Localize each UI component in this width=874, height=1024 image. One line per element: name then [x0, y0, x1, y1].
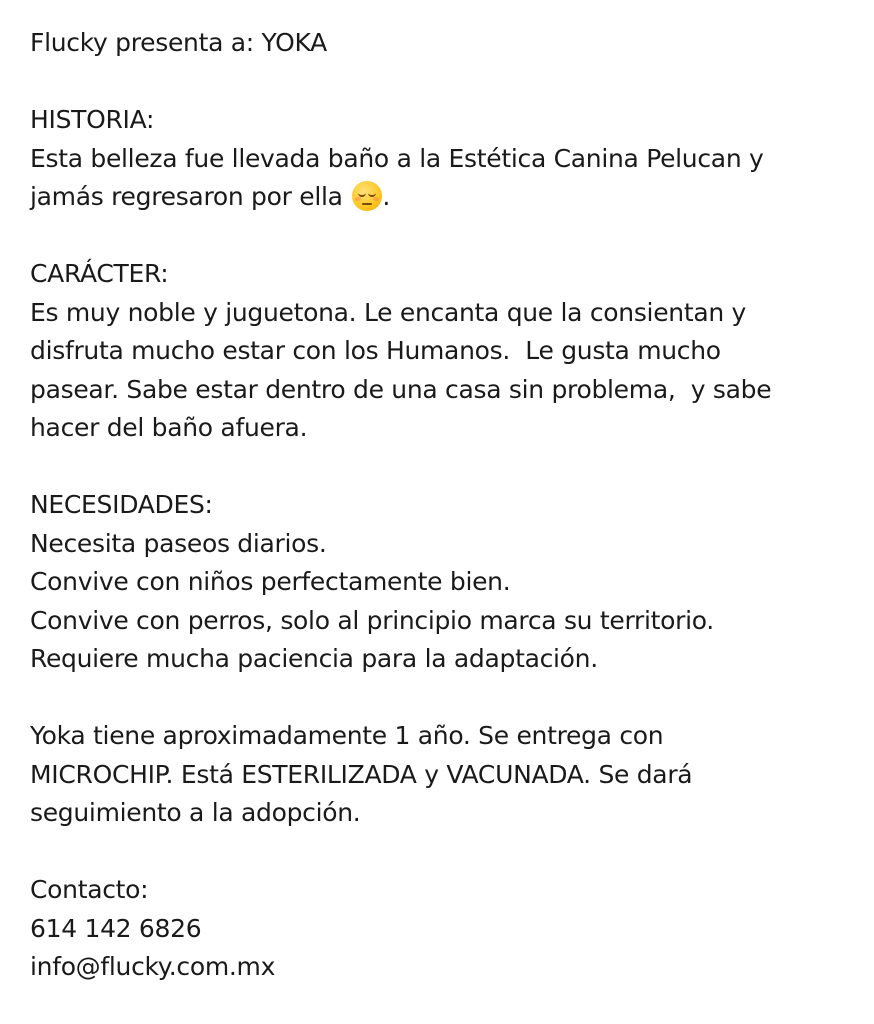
- historia-line-end: .: [382, 182, 390, 211]
- historia-line: [30, 178, 860, 217]
- historia-line: Esta belleza fue llevada baño a la Estética Canina Pelucan y: [30, 143, 764, 173]
- resumen-line: MICROCHIP. Está ESTERILIZADA y VACUNADA. Se dará: [30, 759, 693, 789]
- message-body: [30, 24, 860, 987]
- caracter-line: Es muy noble y juguetona. Le encanta que la consientan y: [30, 297, 747, 327]
- contact-phone[interactable]: 614 142 6826: [30, 913, 202, 943]
- spacer: [30, 63, 860, 102]
- contact-email[interactable]: info@flucky.com.mx: [30, 952, 276, 981]
- historia-line-text: jamás regresaron por ella: [30, 182, 343, 211]
- caracter-line: pasear. Sabe estar dentro de una casa sin problema, y sabe: [30, 374, 772, 404]
- spacer: [30, 448, 860, 487]
- spacer: [30, 679, 860, 718]
- message-title: Flucky presenta a: YOKA: [30, 28, 327, 57]
- spacer: [30, 217, 860, 256]
- resumen-line: Yoka tiene aproximadamente 1 año. Se entrega con: [30, 721, 664, 750]
- spacer: [30, 833, 860, 872]
- necesidades-line: Convive con niños perfectamente bien.: [30, 567, 511, 596]
- necesidades-line: Requiere mucha paciencia para la adaptación.: [30, 644, 598, 673]
- contacto-heading: Contacto:: [30, 875, 149, 904]
- resumen-line: seguimiento a la adopción.: [30, 798, 361, 827]
- caracter-line: hacer del baño afuera.: [30, 413, 308, 442]
- necesidades-line: Convive con perros, solo al principio marca su territorio.: [30, 605, 714, 635]
- caracter-heading: CARÁCTER:: [30, 259, 169, 288]
- caracter-line: disfruta mucho estar con los Humanos. Le gusta mucho: [30, 336, 721, 365]
- historia-heading: HISTORIA:: [30, 105, 155, 134]
- pensive-face-icon: [352, 181, 382, 211]
- necesidades-line: Necesita paseos diarios.: [30, 528, 327, 558]
- necesidades-heading: NECESIDADES:: [30, 490, 213, 519]
